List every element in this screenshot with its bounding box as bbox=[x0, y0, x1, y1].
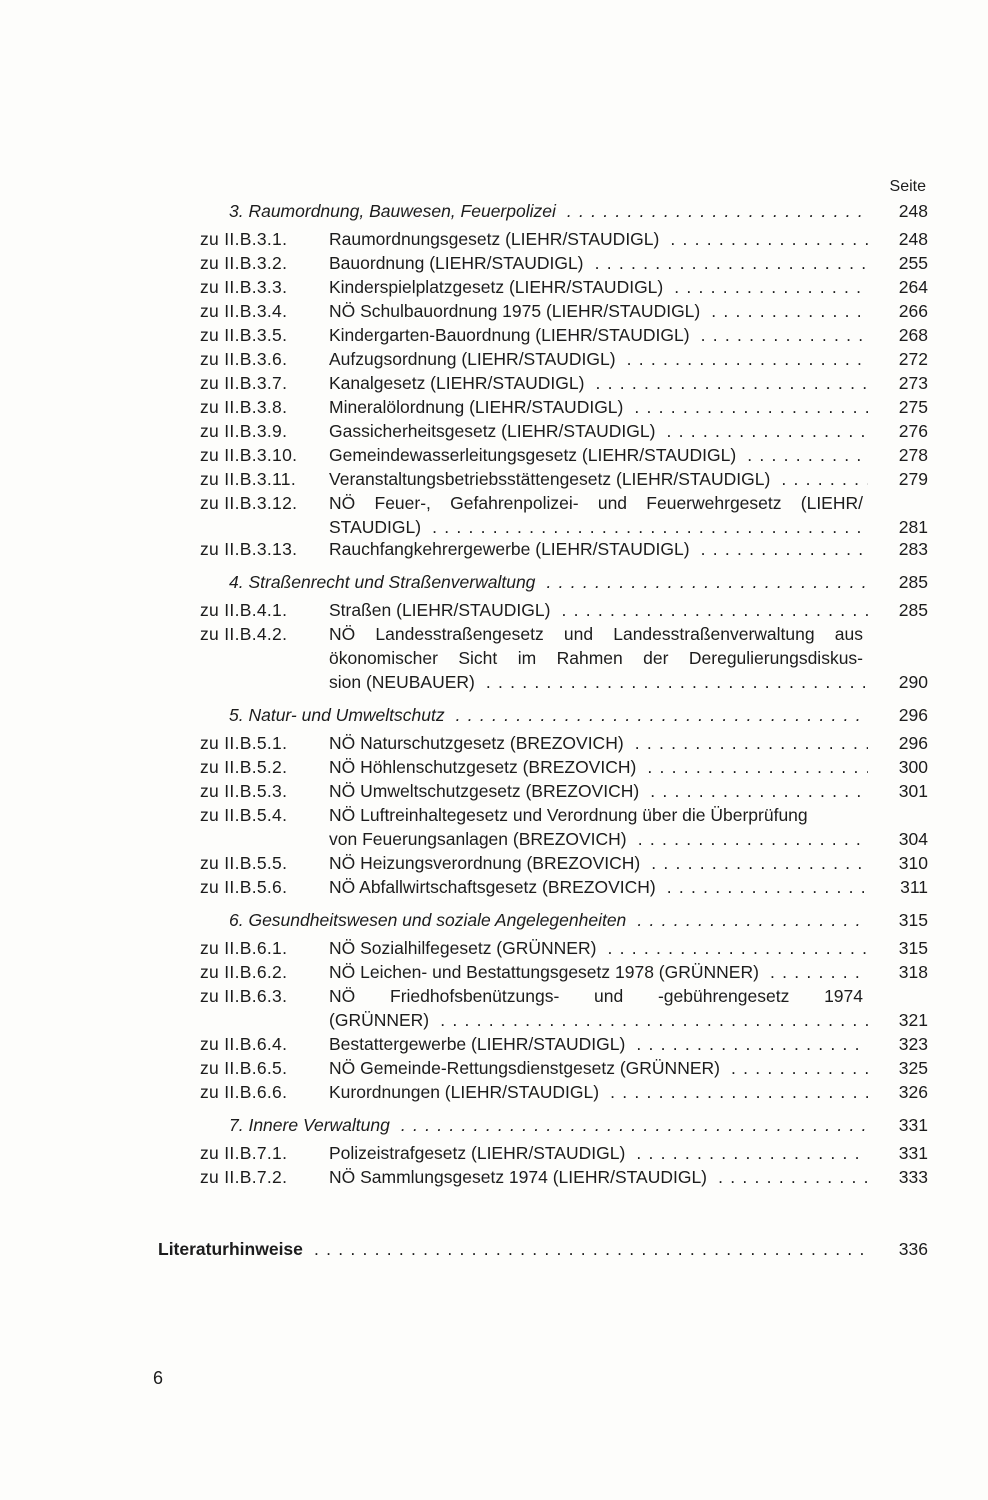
entry-title-line bbox=[329, 670, 868, 694]
entry-title-line bbox=[329, 251, 868, 275]
entry-page: 301 bbox=[898, 781, 928, 801]
entry-page: 315 bbox=[898, 910, 928, 930]
entry-code: zu II.B.6.4. bbox=[200, 1034, 288, 1054]
entry-title-line bbox=[329, 851, 868, 875]
entry-page: 275 bbox=[898, 397, 928, 417]
entry-title: NÖ Sozialhilfegesetz (GRÜNNER) bbox=[329, 938, 601, 958]
entry-code: zu II.B.3.5. bbox=[200, 325, 288, 345]
toc-entry bbox=[0, 347, 988, 371]
toc-entry bbox=[0, 251, 988, 275]
entry-code: zu II.B.5.3. bbox=[200, 781, 288, 801]
toc-entry bbox=[0, 323, 988, 347]
entry-title-line bbox=[158, 1237, 868, 1261]
entry-title: NÖ Landesstraßengesetz und Landesstraßenverwaltung aus bbox=[329, 624, 868, 644]
entry-title: 6. Gesundheitswesen und soziale Angelegenheiten bbox=[229, 910, 631, 930]
entry-title: NÖ Leichen- und Bestattungsgesetz 1978 (GRÜNNER) bbox=[329, 962, 764, 982]
toc-entry bbox=[0, 803, 988, 827]
entry-title-line bbox=[329, 755, 868, 779]
entry-title-line bbox=[329, 467, 868, 491]
entry-title: Kinderspielplatzgesetz (LIEHR/STAUDIGL) bbox=[329, 277, 668, 297]
entry-title: Aufzugsordnung (LIEHR/STAUDIGL) bbox=[329, 349, 621, 369]
entry-code: zu II.B.6.6. bbox=[200, 1082, 288, 1102]
toc-entry bbox=[0, 755, 988, 779]
entry-code: zu II.B.6.3. bbox=[200, 986, 288, 1006]
entry-page: 296 bbox=[898, 705, 928, 725]
toc-entry bbox=[0, 1056, 988, 1080]
entry-page: 255 bbox=[898, 253, 928, 273]
toc-entry bbox=[0, 299, 988, 323]
entry-page: 300 bbox=[898, 757, 928, 777]
toc-section bbox=[0, 703, 988, 727]
toc-entry bbox=[0, 936, 988, 960]
entry-title: NÖ Feuer-, Gefahrenpolizei- und Feuerwehrgesetz (LIEHR/ bbox=[329, 493, 868, 513]
entry-page: 248 bbox=[898, 229, 928, 249]
entry-title-line bbox=[329, 960, 868, 984]
entry-code: zu II.B.5.5. bbox=[200, 853, 288, 873]
entry-code: zu II.B.4.2. bbox=[200, 624, 288, 644]
toc-entry bbox=[0, 1080, 988, 1104]
entry-page: 310 bbox=[898, 853, 928, 873]
entry-page: 285 bbox=[898, 572, 928, 592]
entry-title-line bbox=[229, 199, 868, 223]
entry-page: 331 bbox=[898, 1143, 928, 1163]
entry-title: Literaturhinweise bbox=[158, 1239, 308, 1259]
entry-title-line bbox=[329, 936, 868, 960]
entry-page: 336 bbox=[898, 1239, 928, 1259]
entry-page: 281 bbox=[898, 517, 928, 537]
entry-page: 315 bbox=[898, 938, 928, 958]
toc-entry bbox=[0, 371, 988, 395]
entry-title-line bbox=[329, 275, 868, 299]
toc-entry bbox=[0, 491, 988, 515]
entry-code: zu II.B.7.1. bbox=[200, 1143, 288, 1163]
entry-page: 279 bbox=[898, 469, 928, 489]
entry-title: Polizeistrafgesetz (LIEHR/STAUDIGL) bbox=[329, 1143, 630, 1163]
entry-title-line bbox=[329, 347, 868, 371]
entry-title-line bbox=[329, 875, 868, 899]
toc-literature bbox=[0, 1237, 988, 1261]
entry-page: 278 bbox=[898, 445, 928, 465]
entry-title: NÖ Luftreinhaltegesetz und Verordnung über die Überprüfung bbox=[329, 805, 813, 825]
entry-title: STAUDIGL) bbox=[329, 517, 426, 537]
entry-title-line bbox=[329, 779, 868, 803]
entry-title: Gemeindewasserleitungsgesetz (LIEHR/STAUDIGL) bbox=[329, 445, 741, 465]
entry-title-line bbox=[329, 598, 868, 622]
entry-title: (GRÜNNER) bbox=[329, 1010, 434, 1030]
entry-code: zu II.B.3.13. bbox=[200, 539, 298, 559]
entry-code: zu II.B.6.5. bbox=[200, 1058, 288, 1078]
entry-title: Straßen (LIEHR/STAUDIGL) bbox=[329, 600, 555, 620]
entry-title: NÖ Heizungsverordnung (BREZOVICH) bbox=[329, 853, 645, 873]
entry-title: sion (NEUBAUER) bbox=[329, 672, 480, 692]
entry-title: 3. Raumordnung, Bauwesen, Feuerpolizei bbox=[229, 201, 561, 221]
entry-title: Raumordnungsgesetz (LIEHR/STAUDIGL) bbox=[329, 229, 664, 249]
toc-entry bbox=[0, 419, 988, 443]
entry-code: zu II.B.5.6. bbox=[200, 877, 288, 897]
entry-page: 290 bbox=[898, 672, 928, 692]
entry-title-line bbox=[329, 1080, 868, 1104]
entry-page: 276 bbox=[898, 421, 928, 441]
toc-entry bbox=[0, 875, 988, 899]
page-number: 6 bbox=[153, 1368, 164, 1388]
toc-entry bbox=[0, 275, 988, 299]
entry-code: zu II.B.6.2. bbox=[200, 962, 288, 982]
entry-code: zu II.B.3.4. bbox=[200, 301, 288, 321]
entry-page: 296 bbox=[898, 733, 928, 753]
entry-title: Bauordnung (LIEHR/STAUDIGL) bbox=[329, 253, 589, 273]
entry-code: zu II.B.3.3. bbox=[200, 277, 288, 297]
entry-title-line bbox=[329, 803, 868, 827]
entry-page: 304 bbox=[898, 829, 928, 849]
entry-title: 7. Innere Verwaltung bbox=[229, 1115, 395, 1135]
entry-page: 321 bbox=[898, 1010, 928, 1030]
entry-code: zu II.B.6.1. bbox=[200, 938, 288, 958]
entry-code: zu II.B.3.1. bbox=[200, 229, 288, 249]
toc-entry bbox=[0, 1165, 988, 1189]
toc-section bbox=[0, 908, 988, 932]
entry-title-line bbox=[229, 703, 868, 727]
entry-title-line bbox=[329, 443, 868, 467]
entry-title: 5. Natur- und Umweltschutz bbox=[229, 705, 450, 725]
toc-entry bbox=[0, 395, 988, 419]
entry-page: 325 bbox=[898, 1058, 928, 1078]
entry-page: 273 bbox=[898, 373, 928, 393]
entry-page: 266 bbox=[898, 301, 928, 321]
entry-title: NÖ Sammlungsgesetz 1974 (LIEHR/STAUDIGL) bbox=[329, 1167, 712, 1187]
entry-title-line bbox=[329, 827, 868, 851]
toc-entry bbox=[0, 984, 988, 1008]
entry-code: zu II.B.3.2. bbox=[200, 253, 288, 273]
entry-title: Veranstaltungsbetriebsstättengesetz (LIEHR/STAUDIGL) bbox=[329, 469, 775, 489]
entry-code: zu II.B.3.12. bbox=[200, 493, 298, 513]
entry-code: zu II.B.5.4. bbox=[200, 805, 288, 825]
toc-entry bbox=[0, 779, 988, 803]
entry-page: 285 bbox=[898, 600, 928, 620]
entry-title-line bbox=[329, 1056, 868, 1080]
entry-title: Bestattergewerbe (LIEHR/STAUDIGL) bbox=[329, 1034, 630, 1054]
entry-page: 283 bbox=[898, 539, 928, 559]
entry-title-line bbox=[329, 646, 868, 670]
entry-page: 331 bbox=[898, 1115, 928, 1135]
toc-section bbox=[0, 199, 988, 223]
entry-code: zu II.B.3.6. bbox=[200, 349, 288, 369]
entry-title-line bbox=[329, 323, 868, 347]
entry-title: NÖ Gemeinde-Rettungsdienstgesetz (GRÜNNER) bbox=[329, 1058, 725, 1078]
entry-title: NÖ Abfallwirtschaftsgesetz (BREZOVICH) bbox=[329, 877, 661, 897]
entry-title-line bbox=[329, 395, 868, 419]
entry-page: 268 bbox=[898, 325, 928, 345]
toc-entry bbox=[0, 1008, 988, 1032]
toc-section bbox=[0, 570, 988, 594]
toc-entry bbox=[0, 670, 988, 694]
entry-title: Gassicherheitsgesetz (LIEHR/STAUDIGL) bbox=[329, 421, 660, 441]
entry-title-line bbox=[329, 491, 868, 515]
entry-title-line bbox=[229, 1113, 868, 1137]
entry-title: NÖ Schulbauordnung 1975 (LIEHR/STAUDIGL) bbox=[329, 301, 705, 321]
toc-entry bbox=[0, 515, 988, 539]
entry-title: Mineralölordnung (LIEHR/STAUDIGL) bbox=[329, 397, 628, 417]
toc-entry bbox=[0, 646, 988, 670]
toc-entry bbox=[0, 851, 988, 875]
entry-title-line bbox=[329, 515, 868, 539]
entry-title: von Feuerungsanlagen (BREZOVICH) bbox=[329, 829, 632, 849]
entry-title: NÖ Umweltschutzgesetz (BREZOVICH) bbox=[329, 781, 644, 801]
entry-title-line bbox=[329, 622, 868, 646]
entry-page: 272 bbox=[898, 349, 928, 369]
entry-title-line bbox=[329, 419, 868, 443]
entry-page: 323 bbox=[898, 1034, 928, 1054]
toc-entry bbox=[0, 227, 988, 251]
entry-title-line bbox=[229, 908, 868, 932]
entry-title-line bbox=[329, 731, 868, 755]
entry-title-line bbox=[329, 1008, 868, 1032]
entry-title-line bbox=[329, 227, 868, 251]
toc-entry bbox=[0, 443, 988, 467]
entry-title: ökonomischer Sicht im Rahmen der Deregulierungsdiskus- bbox=[329, 648, 868, 668]
entry-title: Rauchfangkehrergewerbe (LIEHR/STAUDIGL) bbox=[329, 539, 695, 559]
entry-title: Kurordnungen (LIEHR/STAUDIGL) bbox=[329, 1082, 604, 1102]
entry-code: zu II.B.3.9. bbox=[200, 421, 288, 441]
toc-entry bbox=[0, 731, 988, 755]
toc-section bbox=[0, 1113, 988, 1137]
toc-entry bbox=[0, 1032, 988, 1056]
toc-entry bbox=[0, 537, 988, 561]
entry-title: Kanalgesetz (LIEHR/STAUDIGL) bbox=[329, 373, 589, 393]
entry-code: zu II.B.3.11. bbox=[200, 469, 296, 489]
toc-entry bbox=[0, 1141, 988, 1165]
entry-code: zu II.B.7.2. bbox=[200, 1167, 288, 1187]
toc-entry bbox=[0, 598, 988, 622]
toc-entry bbox=[0, 467, 988, 491]
entry-code: zu II.B.5.2. bbox=[200, 757, 288, 777]
entry-page: 248 bbox=[898, 201, 928, 221]
entry-title: NÖ Friedhofsbenützungs- und -gebührengesetz 1974 bbox=[329, 986, 868, 1006]
entry-code: zu II.B.3.7. bbox=[200, 373, 288, 393]
entry-code: zu II.B.5.1. bbox=[200, 733, 288, 753]
entry-page: 311 bbox=[900, 877, 928, 897]
entry-page: 264 bbox=[898, 277, 928, 297]
toc-entry bbox=[0, 622, 988, 646]
entry-title-line bbox=[329, 537, 868, 561]
entry-code: zu II.B.3.10. bbox=[200, 445, 298, 465]
seite-header: Seite bbox=[889, 178, 926, 195]
entry-page: 333 bbox=[898, 1167, 928, 1187]
entry-title-line bbox=[329, 1141, 868, 1165]
entry-title-line bbox=[329, 1165, 868, 1189]
entry-title-line bbox=[229, 570, 868, 594]
entry-title-line bbox=[329, 1032, 868, 1056]
entry-title-line bbox=[329, 299, 868, 323]
entry-title: 4. Straßenrecht und Straßenverwaltung bbox=[229, 572, 540, 592]
toc-entry bbox=[0, 960, 988, 984]
entry-code: zu II.B.3.8. bbox=[200, 397, 288, 417]
entry-code: zu II.B.4.1. bbox=[200, 600, 288, 620]
entry-page: 326 bbox=[898, 1082, 928, 1102]
entry-title: Kindergarten-Bauordnung (LIEHR/STAUDIGL) bbox=[329, 325, 695, 345]
entry-title-line bbox=[329, 984, 868, 1008]
entry-page: 318 bbox=[898, 962, 928, 982]
entry-title-line bbox=[329, 371, 868, 395]
entry-title: NÖ Naturschutzgesetz (BREZOVICH) bbox=[329, 733, 629, 753]
toc-entry bbox=[0, 827, 988, 851]
entry-title: NÖ Höhlenschutzgesetz (BREZOVICH) bbox=[329, 757, 641, 777]
